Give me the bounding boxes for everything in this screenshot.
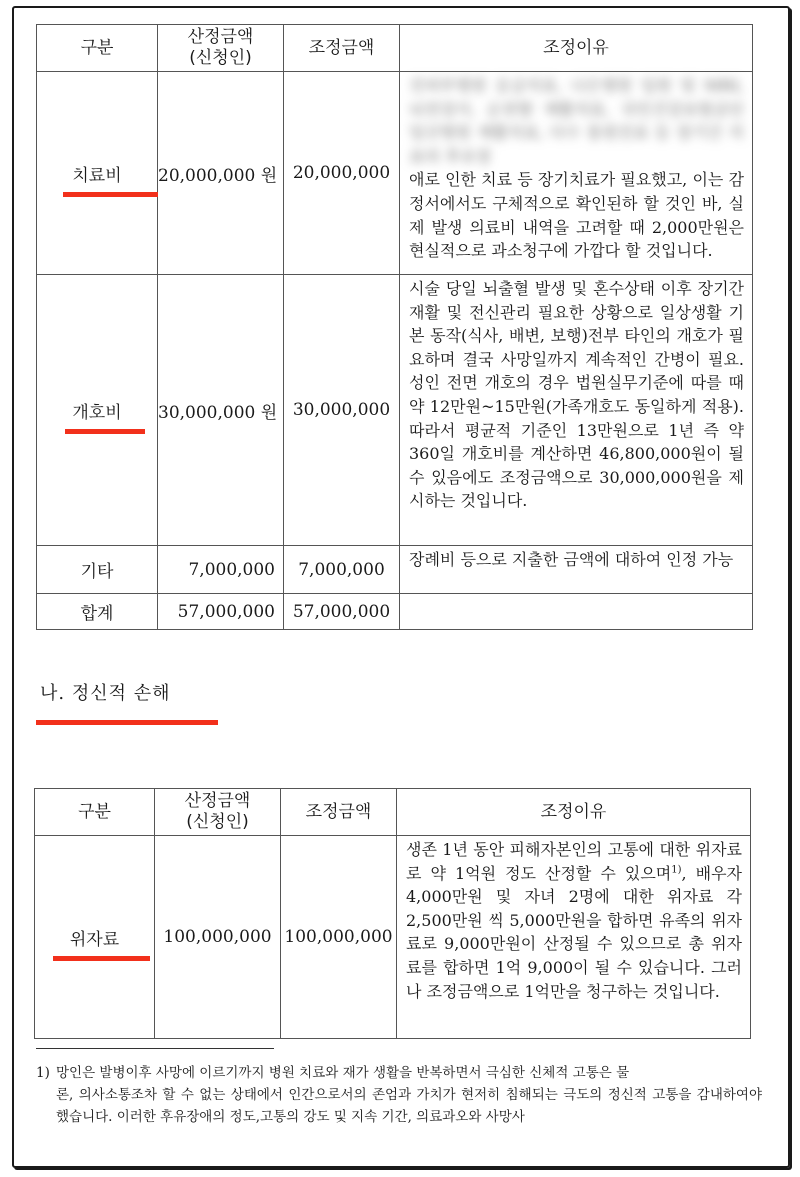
reason-text-after: , 배우자 4,000만원 및 자녀 2명에 대한 위자료 각 2,500만원 씩 5,000만원을 합하면 유족의 위자료로 9,000만원이 산정될 수 있으므로 총 위자료를 합하면 1억 9,000이 될 수 있습니다. 그러나 조정금액으로 1억만을 청구하는 것입니다.	[406, 863, 742, 1001]
footnote-divider	[36, 1048, 274, 1049]
table-row	[37, 546, 753, 594]
row-requested: 20,000,000 원	[158, 72, 284, 275]
emotional-damage-table	[34, 788, 751, 1039]
header-requested	[158, 25, 284, 72]
header-requested-line1: 산정금액	[187, 27, 254, 47]
row-adjusted: 30,000,000	[284, 275, 400, 546]
table-row	[35, 836, 751, 1039]
table-header-row	[37, 25, 753, 72]
row-reason: 시술 당일 뇌출혈 발생 및 혼수상태 이후 장기간 재활 및 전신관리 필요한 상황으로 일상생활 기본 동작(식사, 배변, 보행)전부 타인의 개호가 필요하며 결국 사망일까지 계속적인 간병이 필요. 성인 전면 개호의 경우 법원실무기준에 따를 때 약 12만원~15만원(가족개호도 동일하게 적용). 따라서 평균적 기준인 13만원으로 1년 즉 약 360일 개호비를 계산하면 46,800,000원이 될 수 있음에도 조정금액으로 30,000,000원을 제시하는 것입니다.	[400, 275, 753, 546]
row-requested: 30,000,000 원	[158, 275, 284, 546]
header-reason: 조정이유	[400, 25, 753, 72]
section-heading: 나. 정신적 손해	[40, 683, 171, 704]
row-adjusted: 100,000,000	[281, 836, 397, 1039]
row-requested: 7,000,000	[158, 546, 284, 594]
heading-underline	[36, 720, 218, 725]
row-reason-cell	[400, 72, 753, 275]
footnote-reference[interactable]: 1)	[671, 864, 682, 876]
row-adjusted: 20,000,000	[284, 72, 400, 275]
header-requested	[155, 789, 281, 836]
header-requested-line1: 산정금액	[184, 791, 251, 811]
table-row	[37, 275, 753, 546]
header-reason: 조정이유	[397, 789, 751, 836]
row-adjusted: 7,000,000	[284, 546, 400, 594]
row-reason: 애로 인한 치료 등 장기치료가 필요했고, 이는 감정서에서도 구체적으로 확인된하 할 것인 바, 실제 발생 의료비 내역을 고려할 때 2,000만원은 현실적으로 과소청구에 가깝다 할 것입니다.	[409, 170, 744, 261]
header-requested-line2: (신청인)	[186, 812, 249, 832]
total-requested: 57,000,000	[158, 594, 284, 630]
row-category: 치료비	[72, 165, 122, 186]
redacted-text: 진피부병원 응급치료, 나은병원 입원 및 MRI, 뇌전검사, 순천향 재활치료, 국민건강보험공단 일산병원 재활치료, 다수 통원진료 등 장기간 치료의 후유장	[409, 76, 744, 166]
total-adjusted: 57,000,000	[284, 594, 400, 630]
highlight-underline	[53, 956, 150, 961]
table-row	[37, 72, 753, 275]
reason-text-before: 생존 1년 동안 피해자본인의 고통에 대한 위자료로 약 1억원 정도 산정할 수 있으며	[406, 840, 742, 883]
row-reason	[397, 836, 751, 1039]
row-category: 위자료	[69, 929, 120, 950]
header-category: 구분	[35, 789, 155, 836]
row-category-cell	[37, 275, 158, 546]
total-reason	[400, 594, 753, 630]
header-adjusted: 조정금액	[281, 789, 397, 836]
footnote	[36, 1062, 762, 1128]
highlight-underline	[63, 192, 158, 197]
row-category-cell	[35, 836, 155, 1039]
highlight-underline	[65, 429, 145, 434]
row-category: 기타	[37, 546, 158, 594]
header-adjusted: 조정금액	[284, 25, 400, 72]
footnote-line1: 망인은 발병이후 사망에 이르기까지 병원 치료와 재가 생활을 반복하면서 극심한 신체적 고통은 물	[56, 1065, 630, 1081]
property-damage-table	[36, 24, 753, 630]
row-reason: 장례비 등으로 지출한 금액에 대하여 인정 가능	[400, 546, 753, 594]
header-category: 구분	[37, 25, 158, 72]
header-requested-line2: (신청인)	[189, 48, 252, 68]
total-category: 합계	[37, 594, 158, 630]
table-total-row	[37, 594, 753, 630]
footnote-continued: 론, 의사소통조차 할 수 없는 상태에서 인간으로서의 존엄과 가치가 현저히 침해되는 극도의 정신적 고통을 감내하여야 했습니다. 이러한 후유장애의 정도,고통의 강도 및 지속 기간, 의료과오와 사망사	[56, 1087, 762, 1125]
row-requested: 100,000,000	[155, 836, 281, 1039]
row-category-cell	[37, 72, 158, 275]
footnote-mark: 1)	[36, 1065, 50, 1081]
table-header-row	[35, 789, 751, 836]
row-category: 개호비	[72, 402, 122, 423]
